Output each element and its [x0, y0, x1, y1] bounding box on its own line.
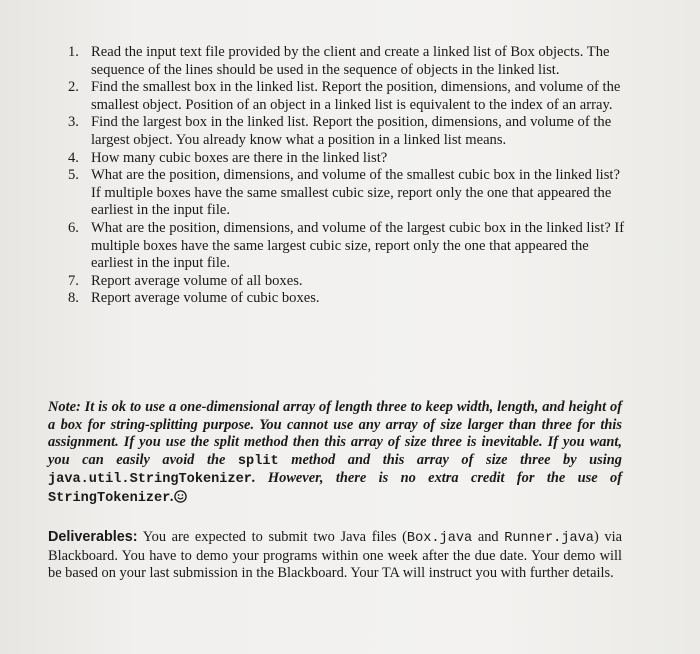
note-label: Note: — [48, 399, 81, 415]
deliverables-paragraph — [48, 529, 622, 583]
item-number: 1. — [68, 44, 79, 60]
code-box-java: Box.java — [406, 531, 473, 546]
item-number: 5. — [68, 167, 79, 184]
list-item — [56, 273, 630, 291]
list-item — [56, 114, 630, 149]
list-item — [56, 79, 630, 114]
code-split: split — [237, 453, 279, 469]
list-item — [56, 150, 630, 168]
item-number: 8. — [68, 290, 79, 307]
item-number: 6. — [68, 219, 79, 236]
item-number: 3. — [68, 114, 79, 131]
note-text: It is ok to use a one-dimensional array of length three to keep width, length, and height of a box for string-splitting purpose. You cannot use any array of size larger than three for this assignment. If you use the split method then this array of size three is inevitable. If you want, you can easily avoid the — [48, 399, 622, 468]
deliverables-text: You are expected to submit two Java files ( — [137, 529, 407, 545]
item-number: 2. — [68, 79, 79, 96]
note-text: . However, there is no extra credit for the use of — [251, 470, 622, 487]
list-item — [56, 167, 630, 220]
item-text: Report average volume of cubic boxes. — [91, 290, 320, 307]
smiley-icon — [174, 490, 187, 509]
list-item — [56, 290, 630, 308]
note-text: method and this array of size three by using — [278, 451, 622, 468]
note-paragraph — [48, 399, 622, 509]
list-item — [56, 44, 630, 79]
code-stringtokenizer: StringTokenizer — [48, 490, 171, 506]
deliverables-label: Deliverables: — [48, 529, 138, 545]
item-text: What are the position, dimensions, and volume of the smallest cubic box in the linked list? If multiple boxes have the same smallest cubic size, report only the one that appeared the earliest in the input file. — [91, 167, 620, 219]
item-text: Find the smallest box in the linked list. Report the position, dimensions, and volume of the smallest object. Position of an object in a linked list is equivalent to the index of an array. — [91, 79, 621, 113]
item-text: What are the position, dimensions, and volume of the largest cubic box in the linked list? If multiple boxes have the same largest cubic size, report only the one that appeared the earliest in the input file. — [91, 219, 625, 272]
item-text: Report average volume of all boxes. — [91, 272, 303, 289]
requirements-list — [56, 44, 630, 308]
code-runner-java: Runner.java — [504, 531, 594, 546]
code-stringtokenizer-full: java.util.StringTokenizer — [48, 472, 252, 488]
list-item — [56, 220, 630, 273]
deliverables-text: ) via Blackboard. You have to demo your programs within one week after the due date. Your demo will be based on your last submission in the Blackboard. Your TA will instruct you with further details. — [48, 529, 622, 582]
item-number: 7. — [68, 272, 79, 289]
item-text: Find the largest box in the linked list. Report the position, dimensions, and volume of the largest object. You already know what a position in a linked list means. — [91, 114, 612, 148]
item-text: How many cubic boxes are there in the linked list? — [91, 149, 388, 166]
note-text: . — [170, 488, 174, 505]
item-number: 4. — [68, 149, 79, 166]
deliverables-text: and — [472, 529, 505, 545]
item-text: Read the input text file provided by the client and create a linked list of Box objects. The sequence of the lines should be used in the sequence of objects in the linked list. — [91, 44, 610, 78]
